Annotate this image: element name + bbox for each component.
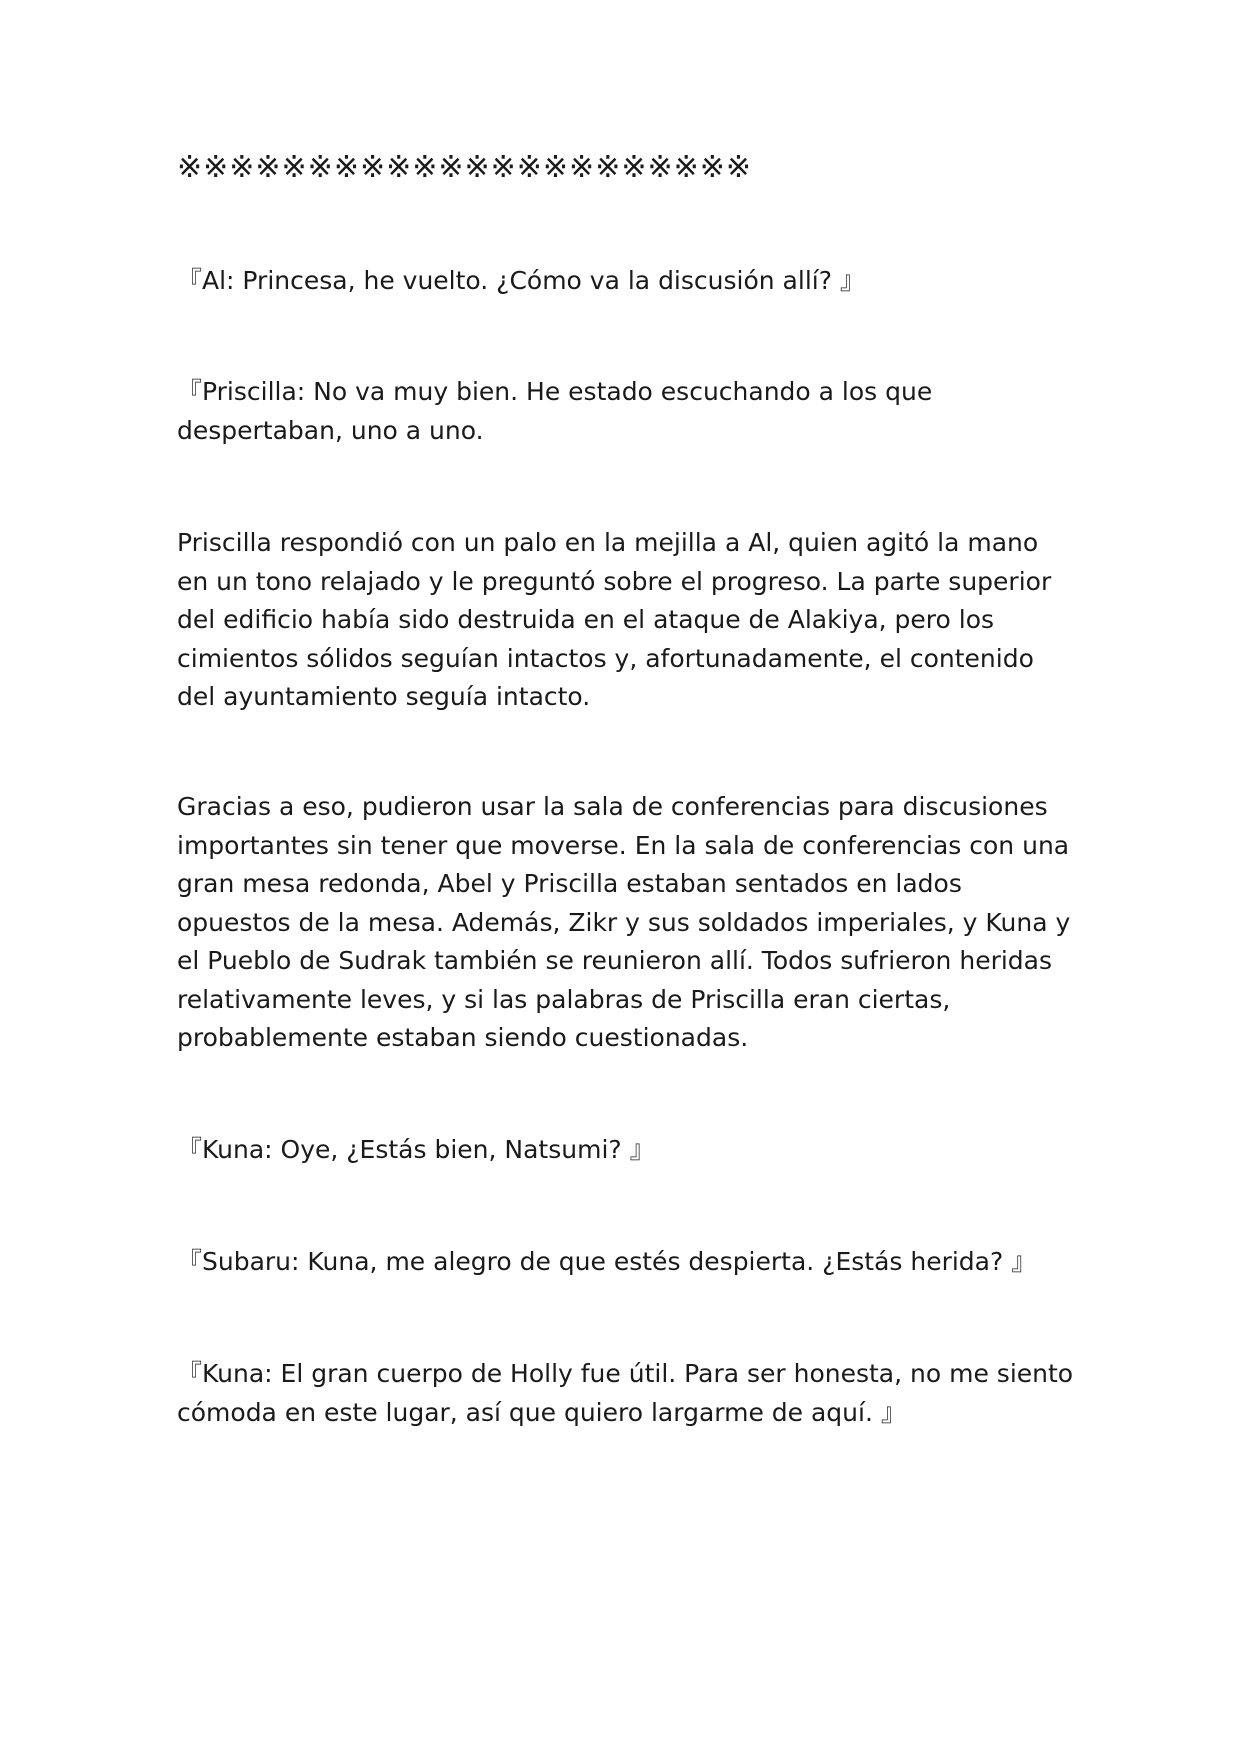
dialogue-subaru: 『Subaru: Kuna, me alegro de que estés despierta. ¿Estás herida? 』 bbox=[177, 1247, 1037, 1276]
section-divider: ※※※※※※※※※※※※※※※※※※※※※※ bbox=[177, 150, 753, 185]
dialogue-kuna-2: 『Kuna: El gran cuerpo de Holly fue útil. Para ser honesta, no me siento cómoda en este lugar, así que quiero largarme de aquí. 』 bbox=[177, 1359, 1074, 1427]
dialogue-al: 『Al: Princesa, he vuelto. ¿Cómo va la discusión allí? 』 bbox=[177, 266, 865, 295]
narrative-paragraph-1: Priscilla respondió con un palo en la mejilla a Al, quien agitó la mano en un tono relajado y le preguntó sobre el progreso. La parte superior del edificio había sido destruida en el ataque de Alakiya, pero los cimientos sólidos seguían intactos y, afortunadamente, el contenido del ayuntamiento seguía intacto. bbox=[177, 528, 1052, 711]
narrative-paragraph-2: Gracias a eso, pudieron usar la sala de conferencias para discusiones importantes sin tener que moverse. En la sala de conferencias con una gran mesa redonda, Abel y Priscilla estaban sentados en lados opuestos de la mesa. Además, Zikr y sus soldados imperiales, y Kuna y el Pueblo de Sudrak también se reunieron allí. Todos sufrieron heridas relativamente leves, y si las palabras de Priscilla eran ciertas, probablemente estaban siendo cuestionadas. bbox=[177, 792, 1071, 1052]
dialogue-priscilla: 『Priscilla: No va muy bien. He estado escuchando a los que despertaban, uno a uno. bbox=[177, 377, 933, 445]
dialogue-kuna-1: 『Kuna: Oye, ¿Estás bien, Natsumi? 』 bbox=[177, 1135, 655, 1164]
